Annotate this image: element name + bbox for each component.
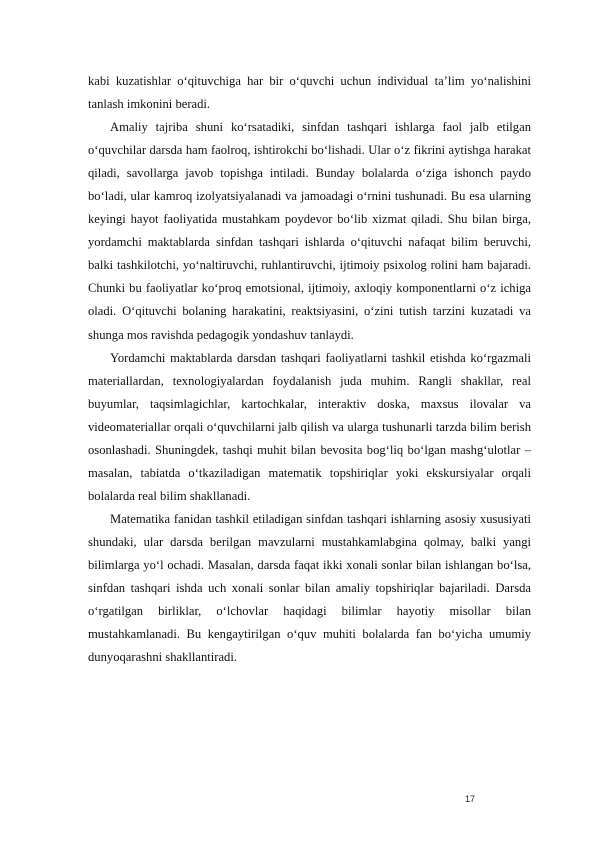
paragraph-4: Matematika fanidan tashkil etiladigan sinfdan tashqari ishlarning asosiy xususiyati shundaki, ular darsda berilgan mavzularni mustahkamlabgina qolmay, balki yangi bilimlarga yo‘l ochadi. Masalan, darsda faqat ikki xonali sonlar bilan ishlangan bo‘lsa, sinfdan tashqari ishda uch xonali sonlar bilan amaliy topshiriqlar bajariladi. Darsda o‘rgatilgan birliklar, o‘lchovlar haqidagi bilimlar hayotiy misollar bilan mustahkamlanadi. Bu kengaytirilgan o‘quv muhiti bolalarda fan bo‘yicha umumiy dunyoqarashni shakllantiradi. — [88, 511, 531, 665]
paragraph-2: Amaliy tajriba shuni ko‘rsatadiki, sinfdan tashqari ishlarga faol jalb etilgan o‘quvchilar darsda ham faolroq, ishtirokchi bo‘lishadi. Ular o‘z fikrini aytishga harakat qiladi, savollarga javob topishga intiladi. Bunday bolalarda o‘ziga ishonch paydo bo‘ladi, ular kamroq izolyatsiyalanadi va jamoadagi o‘rnini tushunadi. Bu esa ularning keyingi hayot faoliyatida mustahkam poydevor bo‘lib xizmat qiladi. Shu bilan birga, yordamchi maktablarda sinfdan tashqari ishlarda o‘qituvchi nafaqat bilim beruvchi, balki tashkilotchi, yo‘naltiruvchi, ruhlantiruvchi, ijtimoiy psixolog rolini ham bajaradi. Chunki bu faoliyatlar ko‘proq emotsional, ijtimoiy, axloqiy komponentlarni o‘z ichiga oladi. O‘qituvchi bolaning harakatini, reaktsiyasini, o‘zini tutish tarzini kuzatadi va shunga mos ravishda pedagogik yondashuv tanlaydi. — [88, 120, 531, 342]
page-number: 17 — [464, 794, 475, 804]
paragraph-3: Yordamchi maktablarda darsdan tashqari faoliyatlarni tashkil etishda ko‘rgazmali materiallardan, texnologiyalardan foydalanish juda muhim. Rangli shakllar, real buyumlar, taqsimlagichlar, kartochkalar, interaktiv doska, maxsus ilovalar va videomateriallar orqali o‘quvchilarni jalb qilish va ularga tushunarli tarzda bilim berish osonlashadi. Shuningdek, tashqi muhit bilan bevosita bog‘liq bo‘lgan mashg‘ulotlar – masalan, tabiatda o‘tkaziladigan matematik topshiriqlar yoki ekskursiyalar orqali bolalarda real bilim shakllanadi. — [88, 350, 531, 503]
text-body — [88, 70, 531, 669]
paragraph-1: kabi kuzatishlar o‘qituvchiga har bir o‘quvchi uchun individual ta’lim yo‘nalishini tanlash imkonini beradi. — [88, 74, 531, 112]
